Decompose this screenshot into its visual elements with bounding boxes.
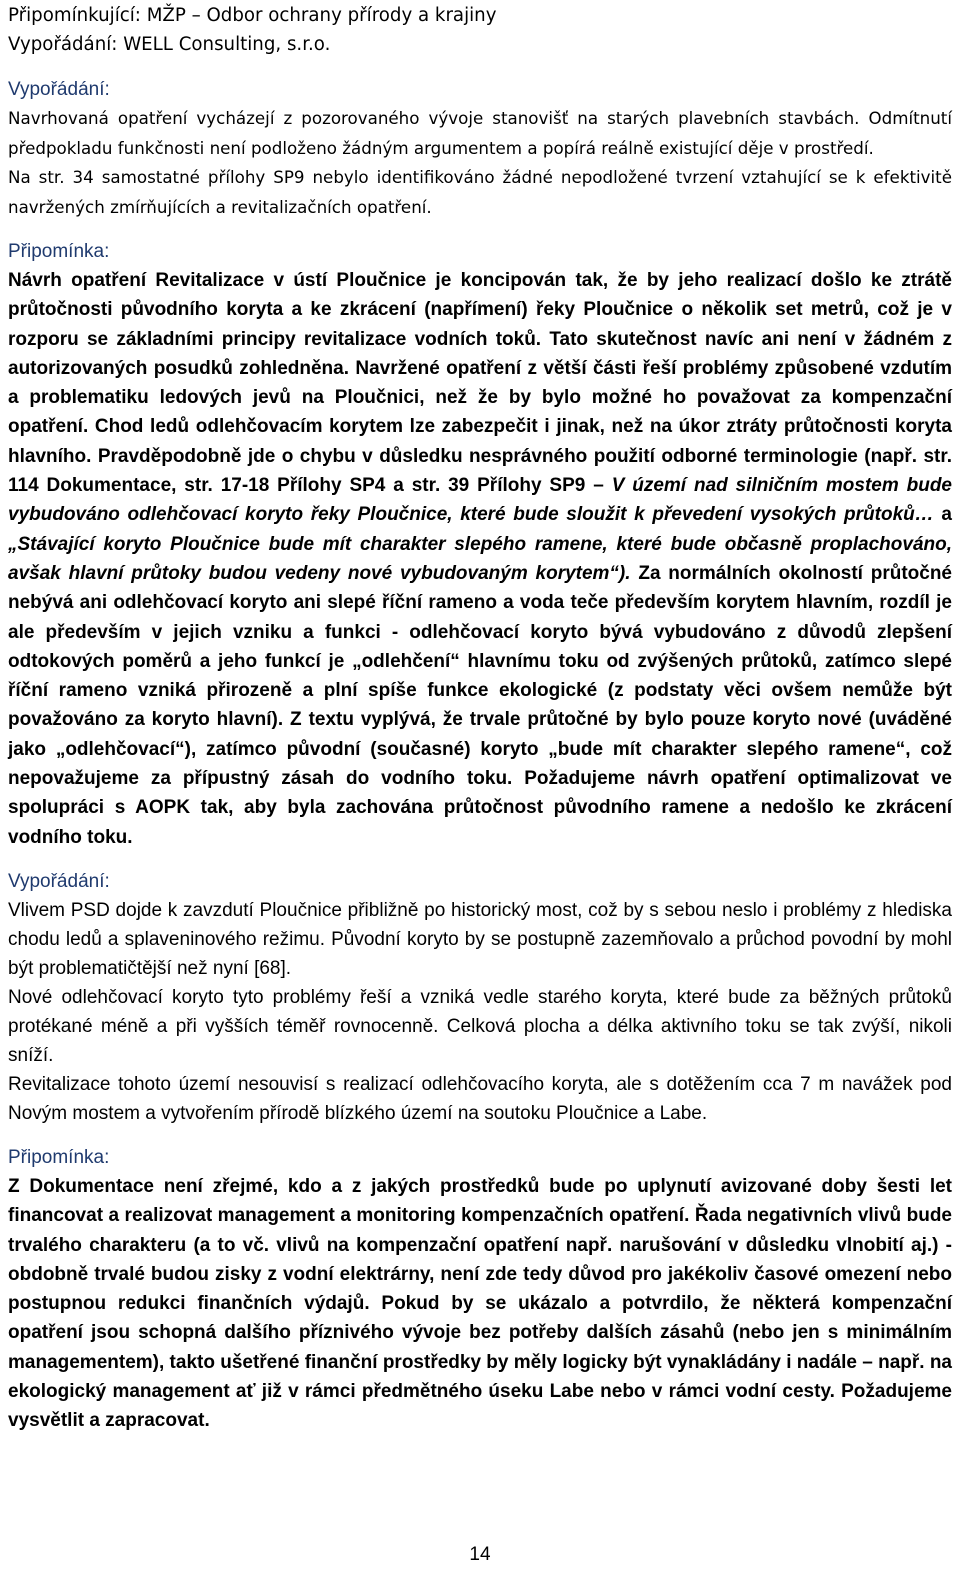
comment-body	[8, 266, 952, 852]
comment-quote: V území nad silničním mostem bude vybudováno odlehčovací koryto řeky Ploučnice, které bude sloužit k převedení vysokých průtoků…	[8, 475, 953, 526]
page-number: 14	[469, 1544, 491, 1565]
resolution-paragraph: Na str. 34 samostatné přílohy SP9 nebylo identifikováno žádné nepodložené tvrzení vztahující se k efektivitě navržených zmírňujících a revitalizačních opatření.	[8, 167, 952, 217]
comment-heading: Připomínka:	[8, 1146, 110, 1168]
comment-quote: „Stávající koryto Ploučnice bude mít charakter slepého ramene, které bude občasně proplachováno, avšak hlavní průtoky budou vedeny nové vybudovaným korytem“).	[8, 533, 952, 584]
resolution-paragraph: Revitalizace tohoto území nesouvisí s realizací odlehčovacího koryta, ale s dotěžením cca 7 m navážek pod Novým mostem a vytvořením přírodě blízkého území na soutoku Ploučnice a Labe.	[8, 1073, 952, 1124]
resolution-paragraph: Nové odlehčovací koryto tyto problémy řeší a vzniká vedle starého koryta, které bude za běžných průtoků protékané méně a při vyšších téměř rovnocenně. Celková plocha a délka aktivního toku se tak zvýší, nikoli sníží.	[8, 986, 952, 1066]
resolution-heading: Vypořádání:	[8, 870, 110, 892]
comment-body: Z Dokumentace není zřejmé, kdo a z jakých prostředků bude po uplynutí avizované doby šesti let financovat a realizovat management a monitoring kompenzačních opatření. Řada negativních vlivů bude trvalého charakteru (a to vč. vlivů na kompenzační opatření např. narušování v důsledku vlnobití aj.) - obdobně trvalé budou zisky z vodní elektrárny, není zde tedy důvod pro jakékoliv časové omezení nebo postupnou redukci finančních výdajů. Pokud by se ukázalo a potvrdilo, že některá kompenzační opatření jsou schopná dalšího příznivého vývoje bez potřeby dalších zásahů (nebo jen s minimálním managementem), takto ušetřené finanční prostředky by měly logicky být vynakládány i nadále – např. na ekologický management ať již v rámci předmětného úseku Labe nebo v rámci vodní cesty. Požadujeme vysvětlit a zapracovat.	[8, 1175, 952, 1432]
resolution-paragraph: Navrhovaná opatření vycházejí z pozorovaného vývoje stanovišť na starých plavebních stavbách. Odmítnutí předpokladu funkčnosti není podloženo žádným argumentem a popírá reálně existující děje v prostředí.	[8, 108, 952, 158]
comment-heading: Připomínka:	[8, 241, 110, 262]
commenter-line: Připomínkující: MŽP – Odbor ochrany přírody a krajiny	[8, 5, 497, 26]
comment-text: Návrh opatření Revitalizace v ústí Ploučnice je koncipován tak, že by jeho realizací došlo ke ztrátě průtočnosti původního koryta a ke zkrácení (napřímení) řeky Ploučnice o několik set metrů, což je v rozporu se základními principy revitalizace vodních toků. Tato skutečnost navíc ani není v žádném z autorizovaných posudků zohledněna. Navržené opatření z větší části řeší problémy způsobené vzdutím a problematiku ledových jevů na Ploučnici, než že by bylo možné ho považovat za kompenzační opatření. Chod ledů odlehčovacím korytem lze zabezpečit i jinak, než na úkor ztráty průtočnosti koryta hlavního. Pravděpodobně jde o chybu v důsledku nesprávného použití odborné terminologie (např. str. 114 Dokumentace, str. 17-18 Přílohy SP4 a str. 39 Přílohy SP9 –	[8, 270, 952, 497]
resolution-heading: Vypořádání:	[8, 79, 110, 100]
comment-conjunction: a	[941, 504, 952, 526]
resolution-paragraph: Vlivem PSD dojde k zavzdutí Ploučnice přibližně po historický most, což by s sebou neslo i problémy z hlediska chodu ledů a splaveninového režimu. Původní koryto by se postupně zazemňovalo a průchod povodní by mohl být problematičtější než nyní [68].	[8, 899, 952, 979]
resolver-line: Vypořádání: WELL Consulting, s.r.o.	[8, 34, 331, 55]
comment-text: Za normálních okolností průtočné nebývá ani odlehčovací koryto ani slepé říční rameno a voda teče především korytem hlavním, rozdíl je ale především v jejich vzniku a funkci - odlehčovací koryto bývá vybudováno z důvodů zlepšení odtokových poměrů a jeho funkcí je „odlehčení“ hlavnímu toku od zvýšených průtoků, zatímco slepé říční rameno vzniká přirozeně a plní spíše funkce ekologické (z podstaty věci ovšem nemůže být považováno za koryto hlavní). Z textu vyplývá, že trvale průtočné by bylo pouze koryto nové (uváděné jako „odlehčovací“), zatímco původní (současné) koryto „bude mít charakter slepého ramene“, což nepovažujeme za přípustný zásah do vodního toku. Požadujeme návrh opatření optimalizovat ve spolupráci s AOPK tak, aby byla zachována průtočnost původního ramene a nedošlo ke zkrácení vodního toku.	[8, 562, 952, 848]
